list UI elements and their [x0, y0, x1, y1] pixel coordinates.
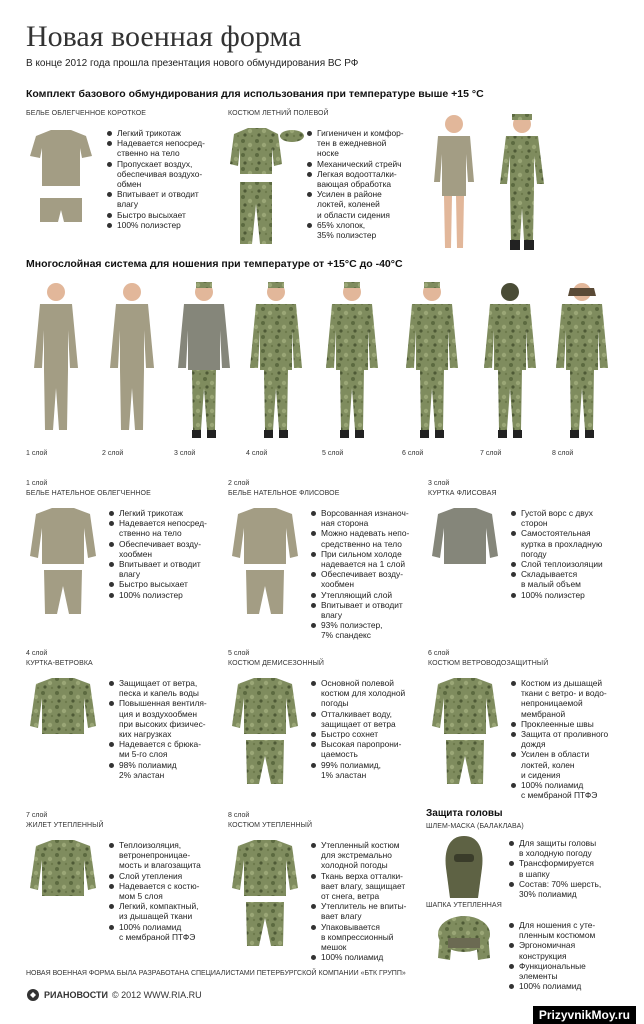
bullet: Ткань верха отталки- вает влагу, защищает от снега, ветра [310, 871, 428, 902]
bullet: Гигиеничен и комфор- тен в ежедневной носке [306, 128, 426, 159]
hat-bullets [508, 920, 620, 991]
layer-figure-2 [102, 278, 162, 451]
bullet: Эргономичная конструкция [508, 940, 620, 960]
bullet: Отталкивает воду, защищает от ветра [310, 709, 428, 729]
soldier-silhouette [26, 278, 86, 446]
watermark: PrizyvnikMoy.ru [533, 1006, 636, 1024]
layer-figure-6 [402, 278, 462, 451]
bullet: Теплоизоляция, ветронепроницае- мость и влагозащита [108, 840, 226, 871]
soldier-silhouette [322, 278, 382, 446]
bullet: Основной полевой костюм для холодной погоды [310, 678, 428, 709]
layer-label-2: 2 слой [102, 450, 124, 457]
bullet: Впитывает и отводит влагу [108, 559, 226, 579]
insulated-hat-image [430, 912, 500, 968]
bullet: Усилен в районе локтей, коленей и области сидения [306, 189, 426, 220]
bullet: Надевается непосред- ственно на тело [106, 138, 224, 158]
detail-layer-number: 2 слой [228, 480, 250, 487]
detail-garment-image [228, 506, 302, 621]
garment-silhouette [26, 676, 100, 786]
bullet: Можно надевать непо- средственно на тело [310, 528, 428, 548]
balaclava-bullets [508, 838, 620, 899]
section-layers-heading: Многослойная система для ношения при температуре от +15°C до -40°C [26, 258, 403, 270]
bullet: Быстро сохнет [310, 729, 428, 739]
bullet: Утеплитель не впиты- вает влагу [310, 901, 428, 921]
bullet: Механический стрейч [306, 159, 426, 169]
summer-suit-image [226, 124, 306, 246]
soldier-silhouette [552, 278, 612, 446]
bullet: Пропускает воздух, обеспечивая воздухо- обмен [106, 159, 224, 190]
bullet: Легкая водоотталки- вающая обработка [306, 169, 426, 189]
detail-caption: КУРТКА ФЛИСОВАЯ [428, 490, 497, 497]
summer-suit-caption: КОСТЮМ ЛЕТНИЙ ПОЛЕВОЙ [228, 110, 329, 117]
page-title: Новая военная форма [26, 20, 302, 53]
layer-label-4: 4 слой [246, 450, 268, 457]
bullet: Защита от проливного дождя [510, 729, 628, 749]
garment-silhouette [228, 506, 302, 616]
bullet: Упаковывается в компрессионный мешок [310, 922, 428, 953]
bullet: 65% хлопок, 35% полиэстер [306, 220, 426, 240]
bullet: Для защиты головы в холодную погоду [508, 838, 620, 858]
garment-silhouette [428, 676, 502, 786]
bullet: Складывается в малый объем [510, 569, 628, 589]
layer-label-8: 8 слой [552, 450, 574, 457]
bullet: Состав: 70% шерсть, 30% полиамид [508, 879, 620, 899]
bullet: Густой ворс с двух сторон [510, 508, 628, 528]
detail-caption: ЖИЛЕТ УТЕПЛЕННЫЙ [26, 822, 104, 829]
balaclava-caption: ШЛЕМ-МАСКА (БАЛАКЛАВА) [426, 823, 524, 830]
garment-silhouette [26, 838, 100, 948]
layer-label-3: 3 слой [174, 450, 196, 457]
detail-layer-number: 5 слой [228, 650, 250, 657]
bullet: 100% полиэстер [108, 590, 226, 600]
bullet: Самостоятельная куртка в прохладную погоду [510, 528, 628, 559]
layer-figure-4 [246, 278, 306, 451]
balaclava-image [436, 834, 492, 900]
footer-note: НОВАЯ ВОЕННАЯ ФОРМА БЫЛА РАЗРАБОТАНА СПЕЦИАЛИСТАМИ ПЕТЕРБУРГСКОЙ КОМПАНИИ «БТК ГРУПП» [26, 970, 406, 977]
bullet: Обеспечивает возду- хообмен [310, 569, 428, 589]
soldier-silhouette [402, 278, 462, 446]
bullet: Надевается с костю- мом 5 слоя [108, 881, 226, 901]
detail-bullets [510, 508, 628, 600]
garment-silhouette [26, 506, 100, 616]
layer-figure-5 [322, 278, 382, 451]
bullet: Легкий, компактный, из дышащей ткани [108, 901, 226, 921]
bullet: Легкий трикотаж [106, 128, 224, 138]
hat-caption: ШАПКА УТЕПЛЕННАЯ [426, 902, 502, 909]
garment-silhouette [428, 506, 502, 616]
bullet: 100% полиамид [508, 981, 620, 991]
bullet: 100% полиамид с мембраной ПТФЭ [510, 780, 628, 800]
detail-garment-image [228, 838, 302, 953]
bullet: Функциональные элементы [508, 961, 620, 981]
head-protection-heading: Защита головы [426, 808, 503, 819]
detail-bullets [310, 840, 428, 962]
soldier-silhouette [102, 278, 162, 446]
bullet: Усилен в области локтей, колен и сидения [510, 749, 628, 780]
detail-bullets [108, 508, 226, 600]
detail-garment-image [428, 676, 502, 791]
bullet: Впитывает и отводит влагу [310, 600, 428, 620]
detail-layer-number: 1 слой [26, 480, 48, 487]
detail-garment-image [428, 506, 502, 621]
bullet: Впитывает и отводит влагу [106, 189, 224, 209]
soldier-silhouette [174, 278, 234, 446]
summer-suit-bullets [306, 128, 426, 240]
layer-label-1: 1 слой [26, 450, 48, 457]
detail-caption: КУРТКА-ВЕТРОВКА [26, 660, 93, 667]
detail-bullets [310, 678, 428, 780]
bullet: Трансформируется в шапку [508, 858, 620, 878]
base-kit-soldiers-image [426, 112, 556, 254]
bullet: Проклеенные швы [510, 719, 628, 729]
detail-garment-image [228, 676, 302, 791]
bullet: Слой утепления [108, 871, 226, 881]
bullet: 100% полиэстер [510, 590, 628, 600]
soldier-silhouette [246, 278, 306, 446]
detail-garment-image [26, 676, 100, 791]
bullet: Утепляющий слой [310, 590, 428, 600]
bullet: Быстро высыхает [106, 210, 224, 220]
bullet: Быстро высыхает [108, 579, 226, 589]
short-underwear-image [26, 126, 96, 226]
section-base-heading: Комплект базового обмундирования для использования при температуре выше +15 °C [26, 88, 484, 100]
bullet: Обеспечивает возду- хообмен [108, 539, 226, 559]
detail-bullets [510, 678, 628, 800]
bullet: 100% полиэстер [106, 220, 224, 230]
layer-figure-1 [26, 278, 86, 451]
detail-layer-number: 6 слой [428, 650, 450, 657]
layer-label-5: 5 слой [322, 450, 344, 457]
layer-label-7: 7 слой [480, 450, 502, 457]
bullet: Надевается непосред- ственно на тело [108, 518, 226, 538]
bullet: Костюм из дышащей ткани с ветро- и водо- непроницаемой мембраной [510, 678, 628, 719]
soldier-silhouette [480, 278, 540, 446]
copyright: © 2012 WWW.RIA.RU [112, 990, 202, 1000]
detail-garment-image [26, 838, 100, 953]
bullet: Ворсованная изнаноч- ная сторона [310, 508, 428, 528]
detail-garment-image [26, 506, 100, 621]
detail-layer-number: 3 слой [428, 480, 450, 487]
bullet: Слой теплоизоляции [510, 559, 628, 569]
detail-caption: БЕЛЬЕ НАТЕЛЬНОЕ ОБЛЕГЧЕННОЕ [26, 490, 151, 497]
layer-figure-8 [552, 278, 612, 451]
bullet: 93% полиэстер, 7% спандекс [310, 620, 428, 640]
bullet: Защищает от ветра, песка и капель воды [108, 678, 226, 698]
underwear-short-caption: БЕЛЬЕ ОБЛЕГЧЕННОЕ КОРОТКОЕ [26, 110, 147, 117]
layer-figure-7 [480, 278, 540, 451]
detail-layer-number: 4 слой [26, 650, 48, 657]
ria-logo-text: РИАНОВОСТИ [44, 990, 108, 1000]
bullet: Высокая паропрони- цаемость [310, 739, 428, 759]
bullet: Легкий трикотаж [108, 508, 226, 518]
bullet: 99% полиамид, 1% эластан [310, 760, 428, 780]
detail-bullets [310, 508, 428, 641]
layer-figure-3 [174, 278, 234, 451]
page-subtitle: В конце 2012 года прошла презентация нового обмундирования ВС РФ [26, 58, 359, 69]
bullet: При сильном холоде надевается на 1 слой [310, 549, 428, 569]
detail-caption: КОСТЮМ ДЕМИСЕЗОННЫЙ [228, 660, 325, 667]
underwear-short-bullets [106, 128, 224, 230]
ria-logo-icon [26, 988, 40, 1002]
detail-bullets [108, 678, 226, 780]
bullet: Утепленный костюм для экстремально холодной погоды [310, 840, 428, 871]
detail-bullets [108, 840, 226, 942]
bullet: Надевается с брюка- ми 5-го слоя [108, 739, 226, 759]
detail-layer-number: 7 слой [26, 812, 48, 819]
detail-caption: КОСТЮМ ВЕТРОВОДОЗАЩИТНЫЙ [428, 660, 549, 667]
detail-caption: БЕЛЬЕ НАТЕЛЬНОЕ ФЛИСОВОЕ [228, 490, 340, 497]
garment-silhouette [228, 676, 302, 786]
layer-label-6: 6 слой [402, 450, 424, 457]
garment-silhouette [228, 838, 302, 948]
bullet: 100% полиамид с мембраной ПТФЭ [108, 922, 226, 942]
bullet: 98% полиамид 2% эластан [108, 760, 226, 780]
bullet: Повышенная вентиля- ция и воздухообмен при высоких физичес- ких нагрузках [108, 698, 226, 739]
ria-logo [26, 988, 202, 1002]
detail-layer-number: 8 слой [228, 812, 250, 819]
detail-caption: КОСТЮМ УТЕПЛЕННЫЙ [228, 822, 313, 829]
bullet: 100% полиамид [310, 952, 428, 962]
bullet: Для ношения с уте- пленным костюмом [508, 920, 620, 940]
